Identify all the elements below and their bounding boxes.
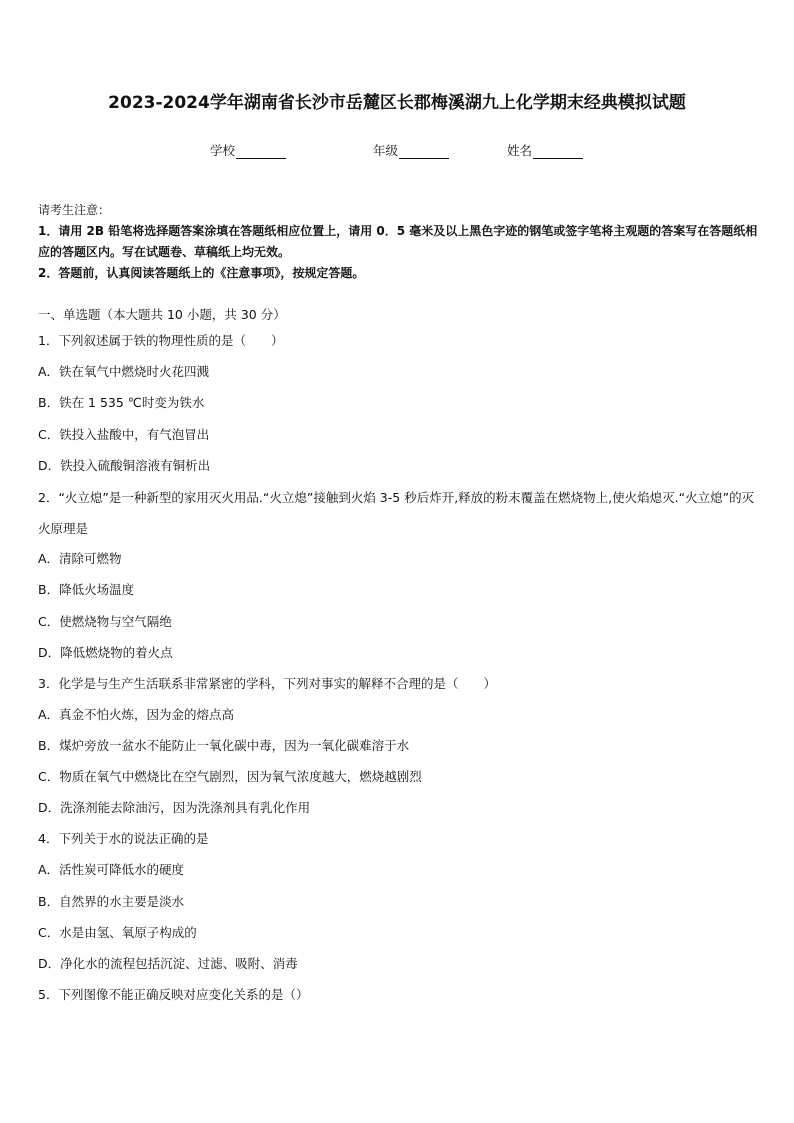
question-3-option-b: B．煤炉旁放一盆水不能防止一氧化碳中毒，因为一氧化碳难溶于水 — [38, 738, 410, 753]
question-4-option-b: B．自然界的水主要是淡水 — [38, 894, 185, 909]
grade-field — [373, 141, 449, 159]
question-2-option-b: B．降低火场温度 — [38, 582, 135, 597]
name-label: 姓名 — [507, 143, 533, 158]
page-title: 2023-2024学年湖南省长沙市岳麓区长郡梅溪湖九上化学期末经典模拟试题 — [108, 93, 686, 113]
question-3-option-c: C．物质在氧气中燃烧比在空气剧烈，因为氧气浓度越大，燃烧越剧烈 — [38, 769, 422, 784]
question-5-stem: 5．下列图像不能正确反映对应变化关系的是（） — [38, 987, 309, 1002]
question-4-option-c: C．水是由氢、氧原子构成的 — [38, 925, 197, 940]
question-2-stem: 2．“火立熄”是一种新型的家用灭火用品.“火立熄”接触到火焰 3-5 秒后炸开,释放的粉末覆盖在燃烧物上,使火焰熄灭.“火立熄”的灭火原理是 — [38, 490, 755, 536]
question-1-option-d: D．铁投入硫酸铜溶液有铜析出 — [38, 458, 211, 473]
school-blank[interactable] — [236, 144, 286, 159]
question-2-option-c: C．使燃烧物与空气隔绝 — [38, 614, 172, 629]
question-1-stem: 1．下列叙述属于铁的物理性质的是（ ） — [38, 333, 284, 348]
question-3-option-a: A．真金不怕火炼，因为金的熔点高 — [38, 707, 235, 722]
name-blank[interactable] — [533, 144, 583, 159]
question-1-option-b: B．铁在 1 535 ℃时变为铁水 — [38, 395, 205, 410]
name-field — [507, 141, 583, 159]
question-2-option-a: A．清除可燃物 — [38, 551, 122, 566]
notice-item-1: 1．请用 2B 铅笔将选择题答案涂填在答题纸相应位置上，请用 0．5 毫米及以上黑色字迹的钢笔或签字笔将主观题的答案写在答题纸相应的答题区内。写在试题卷、草稿纸上均无效。 — [38, 224, 758, 259]
section-title: 一、单选题（本大题共 10 小题，共 30 分） — [38, 307, 286, 322]
question-4-option-a: A．活性炭可降低水的硬度 — [38, 862, 185, 877]
question-1-option-c: C．铁投入盐酸中，有气泡冒出 — [38, 427, 210, 442]
school-label: 学校 — [210, 143, 236, 158]
notice-heading: 请考生注意： — [38, 203, 111, 217]
question-4-stem: 4．下列关于水的说法正确的是 — [38, 831, 209, 846]
notice-item-2: 2．答题前，认真阅读答题纸上的《注意事项》，按规定答题。 — [38, 266, 365, 280]
grade-blank[interactable] — [399, 144, 449, 159]
student-info-row — [0, 141, 794, 163]
question-4-option-d: D．净化水的流程包括沉淀、过滤、吸附、消毒 — [38, 956, 298, 971]
question-1-option-a: A．铁在氧气中燃烧时火花四溅 — [38, 364, 210, 379]
notice-block — [38, 200, 760, 284]
question-3-option-d: D．洗涤剂能去除油污，因为洗涤剂具有乳化作用 — [38, 800, 311, 815]
question-2-option-d: D．降低燃烧物的着火点 — [38, 645, 173, 660]
school-field — [210, 141, 286, 159]
question-3-stem: 3．化学是与生产生活联系非常紧密的学科，下列对事实的解释不合理的是（ ） — [38, 676, 496, 691]
grade-label: 年级 — [373, 143, 399, 158]
